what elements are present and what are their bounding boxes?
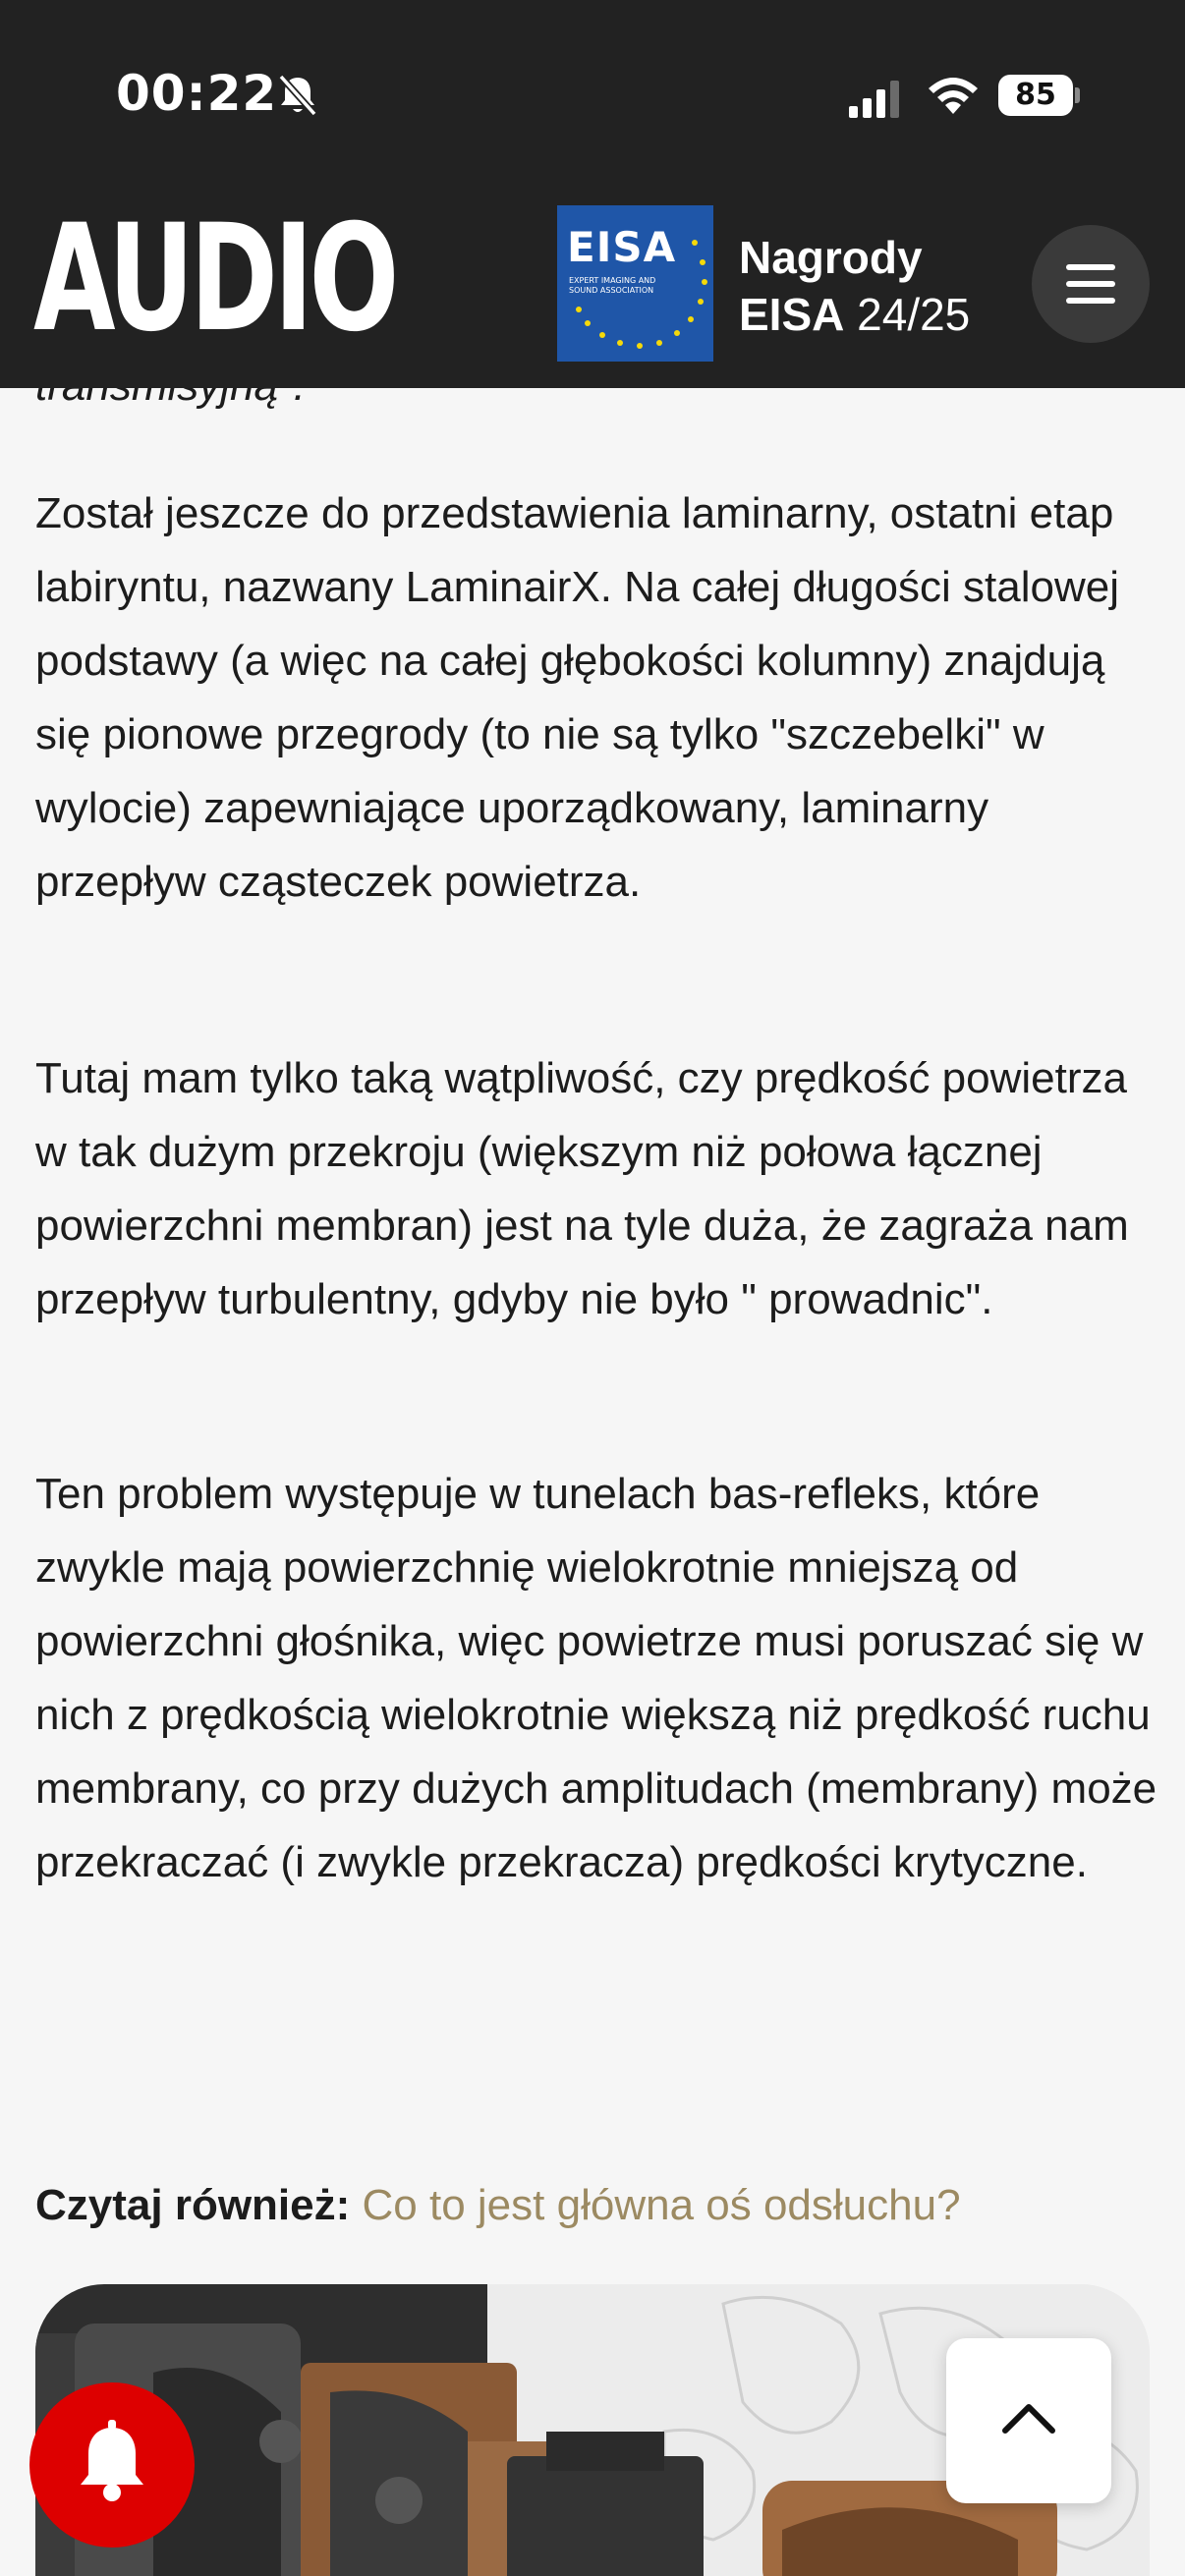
- eisa-badge[interactable]: [557, 205, 713, 362]
- battery-icon: [998, 75, 1079, 116]
- award-subtitle-bold: EISA: [739, 289, 845, 340]
- wifi-icon: [926, 73, 981, 116]
- eisa-badge-subtext: EXPERT IMAGING AND SOUND ASSOCIATION: [569, 276, 656, 295]
- article-paragraph: Ten problem występuje w tunelach bas-refleks, które zwykle mają powierzchnię wielokrotnie mniejszą od powierzchni głośnika, więc powietrze musi poruszać się w nich z prędkością wielokrotnie większą niż prędkość ruchu membrany, co przy dużych amplitudach (membrany) może przekraczać (i zwykle przekracza) prędkości krytyczne.: [35, 1470, 1157, 1886]
- eisa-badge-text: EISA: [567, 223, 677, 271]
- chevron-up-icon: [946, 2338, 1111, 2503]
- article-paragraph: Tutaj mam tylko taką wątpliwość, czy prędkość powietrza w tak dużym przekroju (większym niż połowa łącznej powierzchni membran) jest na tyle duża, że zagraża nam przepływ turbulentny, gdyby nie było " prowadnic".: [35, 1054, 1129, 1323]
- status-bar: [0, 0, 1185, 182]
- award-title[interactable]: Nagrody: [739, 232, 923, 283]
- signal-icon: [847, 79, 906, 118]
- bell-off-icon: [275, 73, 320, 118]
- read-also-link[interactable]: Co to jest główna oś odsłuchu?: [362, 2181, 961, 2229]
- read-also-label: Czytaj również:: [35, 2181, 351, 2229]
- scroll-to-top-button[interactable]: [946, 2338, 1111, 2503]
- article-paragraph: Został jeszcze do przedstawienia laminarny, ostatni etap labiryntu, nazwany LaminairX. Na całej długości stalowej podstawy (a więc na całej głębokości kolumny) znajdują się pionowe przegrody (to nie są tylko "szczebelki" w wylocie) zapewniające uporządkowany, laminarny przepływ cząsteczek powietrza.: [35, 489, 1119, 906]
- bell-icon: [29, 2382, 195, 2548]
- site-header: [0, 182, 1185, 388]
- read-also: [35, 2168, 1165, 2242]
- notifications-button[interactable]: [29, 2382, 195, 2548]
- status-time: 00:22: [116, 65, 278, 122]
- site-logo[interactable]: AUDIO: [33, 194, 396, 364]
- award-subtitle[interactable]: [739, 288, 970, 341]
- battery-tip: [1075, 87, 1080, 103]
- menu-button[interactable]: [1032, 225, 1150, 343]
- award-subtitle-rest: 24/25: [844, 289, 971, 340]
- battery-level: 85: [998, 75, 1073, 116]
